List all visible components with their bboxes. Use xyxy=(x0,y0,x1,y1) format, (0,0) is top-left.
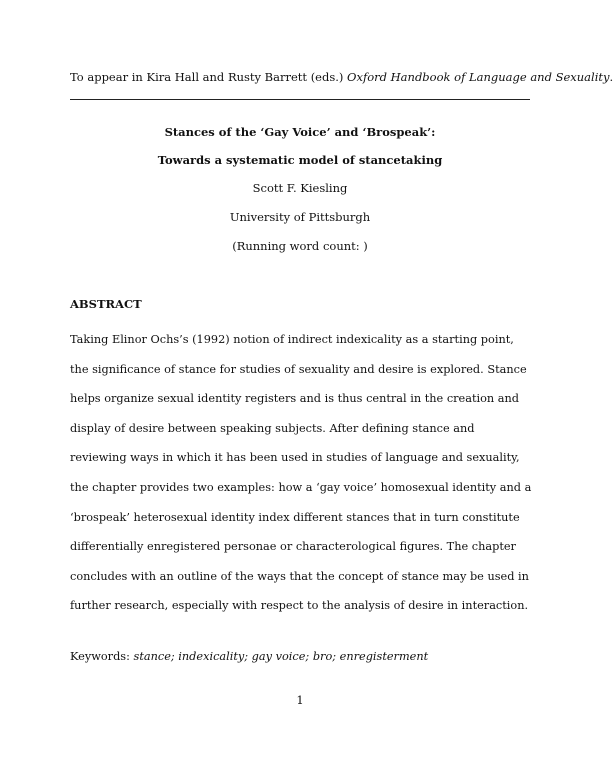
author-name: Scott F. Kiesling xyxy=(252,181,348,195)
paper-title-line-2: Towards a systematic model of stancetaking xyxy=(157,153,443,167)
publication-note-prefix: To appear in Kira Hall and Rusty Barrett (eds.) xyxy=(70,70,348,84)
header-divider xyxy=(70,99,530,100)
abstract-heading: ABSTRACT xyxy=(70,297,142,311)
keywords-terms: stance; indexicality; gay voice; bro; enregisterment xyxy=(133,650,429,663)
abstract-body xyxy=(70,325,532,621)
abstract-text: Taking Elinor Ochs’s (1992) notion of indirect indexicality as a starting point, the significance of stance for studies of sexuality and desire is explored. Stance helps organize sexual identity registers and is thus central in the creation and display of desire between speaking subjects. After defining stance and reviewing ways in which it has been used in studies of language and sexuality, the chapter provides two examples: how a ‘gay voice’ homosexual identity and a ‘brospeak’ heterosexual identity index different stances that in turn constitute differentially enregistered personae or characterological figures. The chapter concludes with an outline of the ways that the concept of stance may be used in further research, especially with respect to the analysis of desire in interaction. xyxy=(70,333,532,613)
keywords xyxy=(70,650,530,663)
page-number: 1 xyxy=(296,693,304,707)
publication-note-suffix: . xyxy=(609,70,613,84)
affiliation: University of Pittsburgh xyxy=(229,210,371,224)
paper-title-line-1: Stances of the ‘Gay Voice’ and ‘Brospeak’: xyxy=(164,125,436,139)
keywords-label: Keywords: xyxy=(70,650,134,663)
handbook-title: Oxford Handbook of Language and Sexuality xyxy=(347,70,610,84)
publication-note xyxy=(70,70,613,84)
word-count: (Running word count: ) xyxy=(232,239,368,253)
